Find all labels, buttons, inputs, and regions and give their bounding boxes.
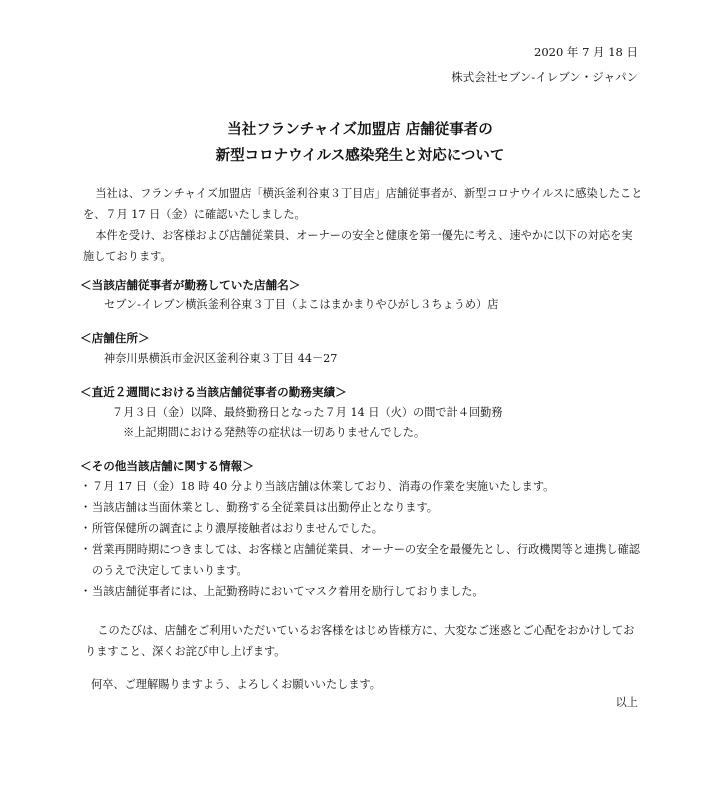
list-item-text: 営業再開時期につきましては、お客様と店舗従業員、オーナーの安全を最優先とし、行政機関等と連携し確認のうえで決定してまいります。 <box>92 543 640 577</box>
document-title <box>0 117 720 169</box>
list-item <box>80 497 645 518</box>
other-info-list <box>80 476 645 602</box>
store-name-text: セブン‐イレブン横浜釜利谷東３丁目（よこはまかまりやひがし３ちょうめ）店 <box>104 298 499 311</box>
work-record-heading: ＜直近２週間における当該店舗従事者の勤務実績＞ <box>80 385 347 399</box>
other-info-heading: ＜その他当該店舗に関する情報＞ <box>80 459 254 473</box>
work-record-text: ７月３日（金）以降、最終勤務日となった７月 14 日（火）の間で計４回勤務 <box>112 406 503 419</box>
symptom-note: ※上記期間における発熱等の症状は一切ありませんでした。 <box>123 426 426 439</box>
title-line-2: 新型コロナウイルス感染発生と対応について <box>215 148 505 164</box>
list-item <box>80 476 645 497</box>
list-item-text: 所管保健所の調査により濃厚接触者はおりませんでした。 <box>92 522 383 535</box>
bullet-mark: ・ <box>80 480 92 493</box>
intro-paragraph-1: 当社は、フランチャイズ加盟店「横浜釜利谷東３丁目店」店舗従事者が、新型コロナウイルスに感染したことを、７月 17 日（金）に確認いたしました。 <box>83 187 643 221</box>
request-paragraph <box>85 674 645 695</box>
bullet-mark: ・ <box>80 501 92 514</box>
store-address-text: 神奈川県横浜市金沢区釜利谷東３丁目 44－27 <box>104 352 338 365</box>
store-address-heading: ＜店舗住所＞ <box>80 331 150 345</box>
closing-mark: 以上 <box>615 696 638 709</box>
company-name: 株式会社セブン‐イレブン・ジャパン <box>451 70 638 84</box>
list-item-text: 当該店舗は当面休業とし、勤務する全従業員は出勤停止となります。 <box>92 501 438 514</box>
list-item <box>80 518 645 539</box>
store-name-heading: ＜当該店舗従事者が勤務していた店舗名＞ <box>80 278 301 292</box>
title-line-1: 当社フランチャイズ加盟店 店舗従事者の <box>227 122 493 138</box>
list-item-text: 当該店舗従事者には、上記勤務時においてマスク着用を励行しておりました。 <box>92 585 484 598</box>
release-date: 2020 年 7 月 18 日 <box>534 45 638 59</box>
request-text: 何卒、ご理解賜りますよう、よろしくお願いいたします。 <box>91 678 381 691</box>
intro-section <box>83 183 643 267</box>
intro-paragraph-2: 本件を受け、お客様および店舗従業員、オーナーの安全と健康を第一優先に考え、速やかに以下の対応を実施しております。 <box>83 229 633 263</box>
bullet-mark: ・ <box>80 543 92 556</box>
document-header <box>451 40 638 90</box>
list-item <box>80 581 645 602</box>
bullet-mark: ・ <box>80 522 92 535</box>
bullet-mark: ・ <box>80 585 92 598</box>
apology-text: このたびは、店舗をご利用いただいているお客様をはじめ皆様方に、大変なご迷惑とご心配をおかけしておりますこと、深くお詫び申し上げます。 <box>85 624 635 658</box>
apology-paragraph <box>85 620 645 662</box>
list-item <box>80 539 645 581</box>
list-item-text: ７月 17 日（金）18 時 40 分より当該店舗は休業しており、消毒の作業を実施いたします。 <box>92 480 555 493</box>
